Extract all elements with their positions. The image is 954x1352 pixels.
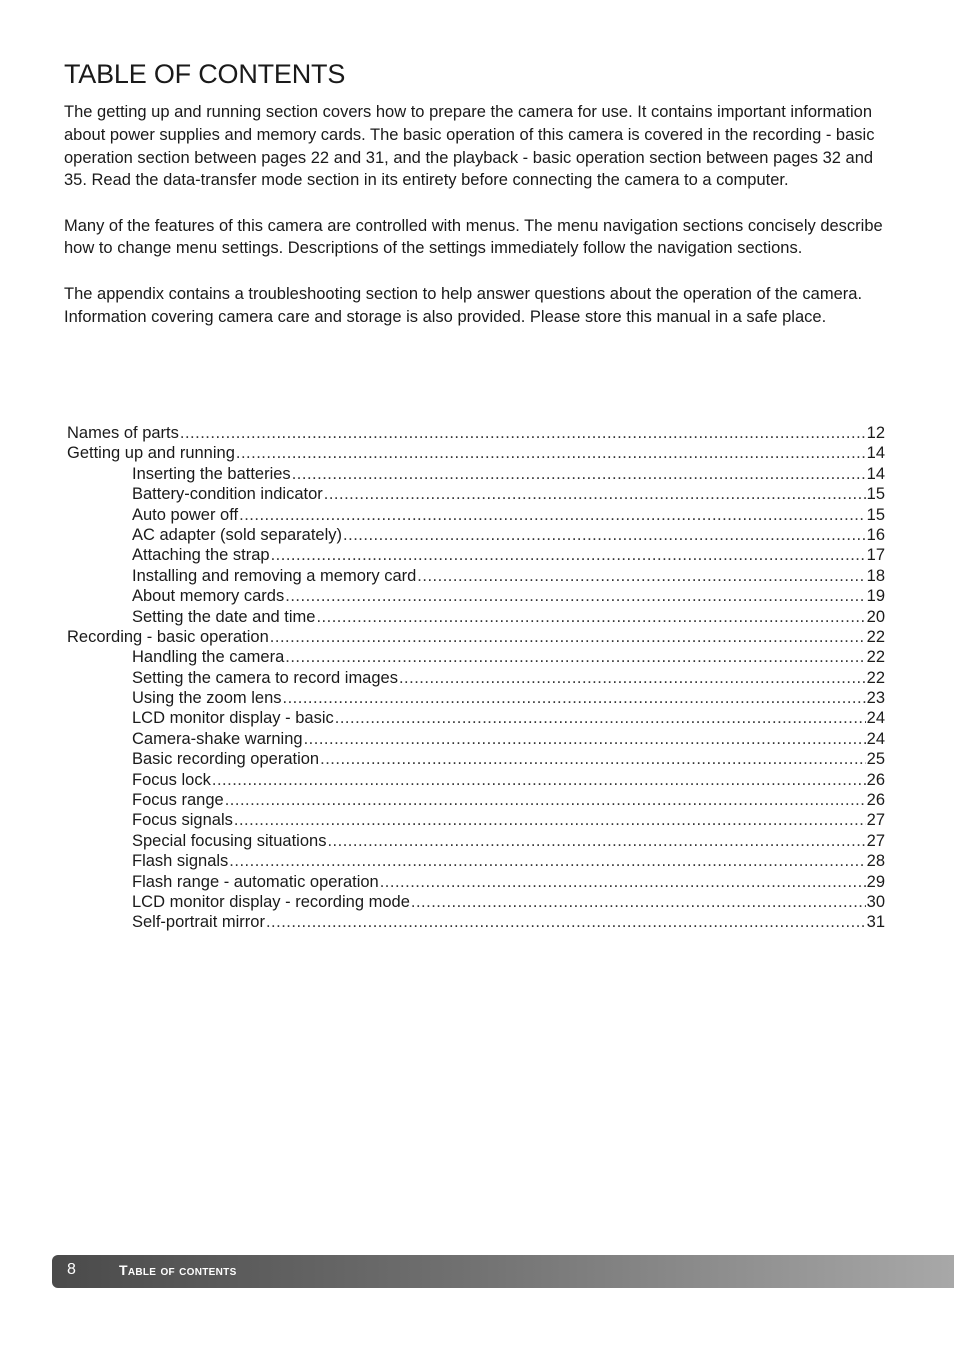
toc-entry-page: 22 <box>866 668 885 687</box>
toc-entry-page: 26 <box>866 791 885 810</box>
toc-entry-page: 24 <box>866 729 885 748</box>
page-title: TABLE OF CONTENTS <box>64 59 346 89</box>
toc-entry-title: Handling the camera <box>132 648 285 667</box>
toc-dot-leader <box>327 831 865 851</box>
toc-entry-title: Getting up and running <box>67 444 235 463</box>
toc-entry-page: 22 <box>866 627 885 646</box>
toc-entry-title: Self-portrait mirror <box>132 913 265 932</box>
toc-entry-page: 23 <box>866 689 885 708</box>
toc-entry-page: 12 <box>866 424 885 442</box>
intro-text <box>64 101 894 351</box>
toc-entry-title: About memory cards <box>132 587 285 606</box>
toc-entry-page: 15 <box>866 505 885 524</box>
toc-entry[interactable] <box>67 708 885 728</box>
toc-entry[interactable] <box>67 505 885 525</box>
toc-dot-leader <box>411 892 866 912</box>
toc-entry[interactable] <box>67 647 885 667</box>
toc-entry-title: AC adapter (sold separately) <box>132 525 343 544</box>
toc-entry-page: 17 <box>866 546 885 565</box>
toc-entry[interactable] <box>67 668 885 688</box>
toc-entry[interactable] <box>67 525 885 545</box>
toc-entry-title: Auto power off <box>132 505 239 524</box>
toc-entry[interactable] <box>67 688 885 708</box>
toc-entry-page: 18 <box>866 566 885 585</box>
toc-entry[interactable] <box>67 423 885 443</box>
toc-entry-title: Inserting the batteries <box>132 464 291 483</box>
footer-page-number: 8 <box>67 1261 76 1278</box>
toc-entry[interactable] <box>67 872 885 892</box>
toc-entry-page: 27 <box>866 811 885 830</box>
toc-dot-leader <box>316 607 865 627</box>
toc-entry-page: 24 <box>866 709 885 728</box>
intro-paragraph: The getting up and running section covers how to prepare the camera for use. It contains important information about power supplies and memory cards. The basic operation of this camera is covered in the recording - basic operation section between pages 22 and 31, and the playback - basic operation section between pages 32 and 35. Read the data-transfer mode section in its entirety before connecting the camera to a computer. <box>64 103 875 190</box>
toc-dot-leader <box>271 545 866 565</box>
intro-paragraph: The appendix contains a troubleshooting section to help answer questions about the operation of the camera. Information covering camera care and storage is also provided. Please store this manual in a safe place. <box>64 284 863 326</box>
toc-dot-leader <box>335 708 866 728</box>
toc-entry-page: 22 <box>866 648 885 667</box>
toc-entry-title: Focus range <box>132 791 224 810</box>
toc-entry-title: LCD monitor display - recording mode <box>132 892 410 911</box>
footer-section-title: Table of contents <box>119 1262 237 1278</box>
toc-dot-leader <box>283 688 866 708</box>
toc-entry-title: Focus lock <box>132 770 211 789</box>
toc-entry[interactable] <box>67 729 885 749</box>
toc-entry[interactable] <box>67 790 885 810</box>
toc-entry[interactable] <box>67 851 885 871</box>
toc-entry[interactable] <box>67 810 885 830</box>
toc-entry-title: Using the zoom lens <box>132 689 282 708</box>
toc-entry-title: Camera-shake warning <box>132 729 303 748</box>
toc-dot-leader <box>266 912 866 932</box>
toc-entry-page: 15 <box>866 485 885 504</box>
toc-entry-title: Flash range - automatic operation <box>132 872 379 891</box>
toc-dot-leader <box>292 464 866 484</box>
toc-dot-leader <box>229 851 865 871</box>
toc-entry[interactable] <box>67 443 885 463</box>
toc-entry-page: 31 <box>866 913 885 932</box>
toc-entry-page: 26 <box>866 770 885 789</box>
toc-entry-title: Special focusing situations <box>132 831 327 850</box>
toc-entry[interactable] <box>67 831 885 851</box>
toc-entry-page: 27 <box>866 831 885 850</box>
toc-entry-page: 28 <box>866 852 885 871</box>
toc-entry[interactable] <box>67 607 885 627</box>
toc-entry[interactable] <box>67 464 885 484</box>
toc-entry-page: 19 <box>866 587 885 606</box>
toc-entry-page: 16 <box>866 525 885 544</box>
toc-entry-page: 29 <box>866 872 885 891</box>
toc-entry-page: 14 <box>866 464 885 483</box>
toc-entry-title: Setting the camera to record images <box>132 668 398 687</box>
toc-entry-title: Names of parts <box>67 424 179 442</box>
toc-dot-leader <box>270 627 866 647</box>
toc-dot-leader <box>380 872 866 892</box>
toc-dot-leader <box>225 790 866 810</box>
toc-dot-leader <box>285 647 865 667</box>
toc-entry-title: Recording - basic operation <box>67 627 269 646</box>
toc-dot-leader <box>417 566 865 586</box>
toc-entry-page: 20 <box>866 607 885 626</box>
toc-entry[interactable] <box>67 586 885 606</box>
toc-list <box>67 423 885 933</box>
toc-dot-leader <box>180 423 866 443</box>
toc-entry[interactable] <box>67 892 885 912</box>
toc-entry-page: 25 <box>866 750 885 769</box>
toc-entry[interactable] <box>67 912 885 932</box>
toc-dot-leader <box>212 770 866 790</box>
toc-entry[interactable] <box>67 545 885 565</box>
toc-dot-leader <box>239 505 866 525</box>
toc-dot-leader <box>304 729 866 749</box>
toc-dot-leader <box>324 484 866 504</box>
toc-entry-page: 14 <box>866 444 885 463</box>
toc-dot-leader <box>236 443 866 463</box>
toc-dot-leader <box>399 668 866 688</box>
toc-entry-title: Flash signals <box>132 852 229 871</box>
toc-entry-title: LCD monitor display - basic <box>132 709 334 728</box>
toc-entry-page: 30 <box>866 892 885 911</box>
toc-dot-leader <box>320 749 866 769</box>
toc-entry[interactable] <box>67 627 885 647</box>
toc-entry[interactable] <box>67 484 885 504</box>
toc-entry-title: Focus signals <box>132 811 233 830</box>
toc-entry-title: Attaching the strap <box>132 546 270 565</box>
toc-dot-leader <box>285 586 865 606</box>
toc-entry-title: Installing and removing a memory card <box>132 566 417 585</box>
toc-dot-leader <box>234 810 866 830</box>
toc-entry-title: Battery-condition indicator <box>132 485 323 504</box>
toc-entry[interactable] <box>67 770 885 790</box>
toc-dot-leader <box>343 525 866 545</box>
toc-entry-title: Setting the date and time <box>132 607 316 626</box>
intro-paragraph: Many of the features of this camera are controlled with menus. The menu navigation sections concisely describe how to change menu settings. Descriptions of the settings immediately follow the navigation sections. <box>64 216 883 258</box>
toc-entry[interactable] <box>67 749 885 769</box>
toc-entry[interactable] <box>67 566 885 586</box>
toc-entry-title: Basic recording operation <box>132 750 320 769</box>
